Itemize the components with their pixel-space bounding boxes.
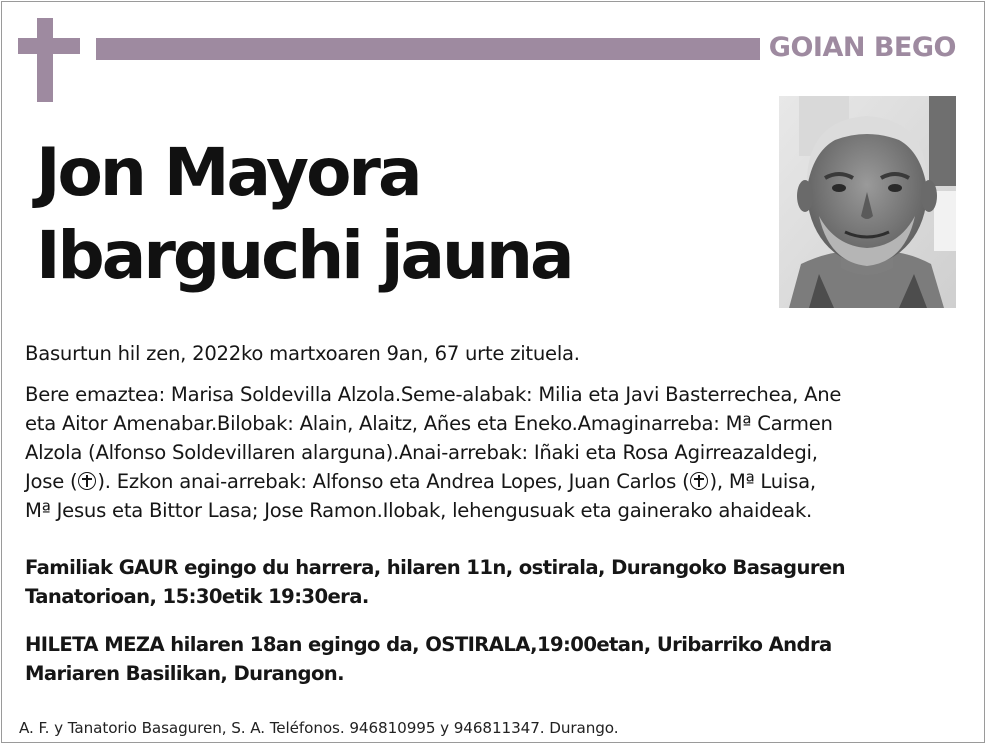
mass-line: Mariaren Basilikan, Durangon. <box>25 662 345 685</box>
deceased-name-line1: Jon Mayora <box>36 134 420 211</box>
reception-line: Familiak GAUR egingo du harrera, hilaren 11n, ostirala, Durangoko Basaguren <box>25 556 845 579</box>
mass-line: HILETA MEZA hilaren 18an egingo da, OSTIRALA,19:00etan, Uribarriko Andra <box>25 633 832 656</box>
family-list <box>25 380 965 525</box>
funeral-mass-info <box>25 630 965 688</box>
death-announcement: Basurtun hil zen, 2022ko martxoaren 9an, 67 urte zituela. <box>25 342 580 365</box>
brand-title: GOIAN BEGO <box>768 32 956 63</box>
deceased-cross-icon <box>78 472 96 490</box>
deceased-cross-icon <box>690 472 708 490</box>
family-line: eta Aitor Amenabar.Bilobak: Alain, Alaitz, Añes eta Eneko.Amaginarreba: Mª Carmen <box>25 412 833 435</box>
reception-info <box>25 553 965 611</box>
portrait-photo <box>779 96 956 308</box>
header-bar <box>96 38 760 60</box>
family-line: Bere emaztea: Marisa Soldevilla Alzola.Seme-alabak: Milia eta Javi Basterrechea, Ane <box>25 383 842 406</box>
funeral-home-footer: A. F. y Tanatorio Basaguren, S. A. Teléfonos. 946810995 y 946811347. Durango. <box>19 719 619 737</box>
family-line: Jose ( ). Ezkon anai-arrebak: Alfonso eta Andrea Lopes, Juan Carlos ( ), Mª Luisa, <box>25 470 816 493</box>
deceased-name-line2: Ibarguchi jauna <box>36 217 572 294</box>
family-line: Mª Jesus eta Bittor Lasa; Jose Ramon.Ilobak, lehengusuak eta gainerako ahaideak. <box>25 499 813 522</box>
family-line: Alzola (Alfonso Soldevillaren alarguna).Anai-arrebak: Iñaki eta Rosa Agirreazaldegi, <box>25 441 818 464</box>
reception-line: Tanatorioan, 15:30etik 19:30era. <box>25 585 369 608</box>
